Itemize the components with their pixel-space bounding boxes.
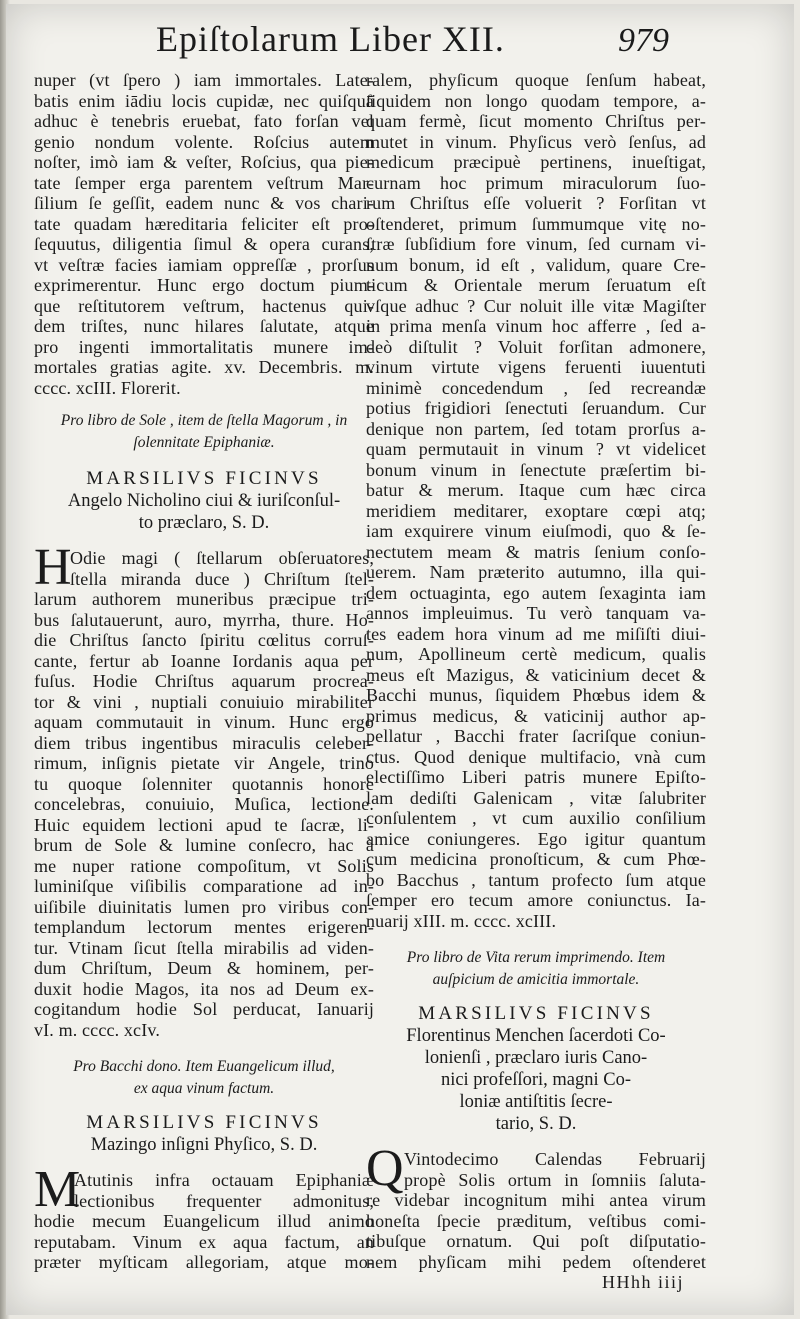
text-line: genio nondum volente. Roſcius autem (34, 131, 374, 152)
text-line: batis enim iādiu locis cupidæ, nec quiſquā (34, 90, 374, 111)
text-line: Huic equidem lectioni apud te ſacræ, li- (34, 814, 374, 835)
text-line: tate quadam hæreditaria feliciter eſt pro- (34, 213, 374, 234)
text-line: præter myſticam allegoriam, atque mo- (34, 1252, 374, 1272)
text-line: vI. m. cccc. xcIv. (34, 1019, 160, 1040)
text-line: re videbar incognitum mihi antea virum (366, 1190, 706, 1210)
text-line: noſter, imò iam & veſter, Roſcius, qua pie- (34, 152, 374, 172)
text-line: tu quoque ſolenniter quotannis honore (34, 773, 374, 794)
text-line: tibuſque ornatum. Qui poſt diſputatio- (366, 1231, 706, 1251)
salutation-2 (34, 1112, 374, 1156)
text-line: reputabam. Vinum ex aqua factum, an (34, 1231, 374, 1252)
text-line: vt veſtræ facies iamiam oppreſſæ , prorſus (34, 254, 374, 275)
drop-cap: M (34, 1161, 81, 1218)
text-line: tes eadem hora vinum ad me miſiſti diui- (366, 623, 706, 644)
text-line: dem octuaginta, ego autem ſexaginta iam (366, 582, 706, 603)
text-line: uiſibile diuinitatis lumen pro viribus con- (34, 896, 374, 917)
text-line: ſequutus, diligentia ſimul & opera curans, (34, 234, 374, 254)
text-line: duxit hodie Magos, ita nos ad Deum ex- (34, 978, 374, 999)
text-line: vinum virtute vigens feruenti iuuentuti (366, 357, 706, 377)
text-line: exprimerentur. Hunc ergo doctum pium- (34, 275, 374, 295)
text-line: deò diſtulit ? Voluit forſitan admonere, (366, 336, 706, 357)
text-line: electiſſimo Liberi patris munere Epiſto- (366, 767, 706, 787)
text-line: potius frigidiori ſenectuti ſeruandum. Cur (366, 398, 706, 418)
text-line: oſtenderet, primum ſummumque vitę no- (366, 213, 706, 234)
text-line: cogitandum hodie Sol perducat, Ianuarij (34, 999, 374, 1019)
text-line: ſiquidem non longo quodam tempore, a- (366, 90, 706, 111)
text-line: fuſus. Hodie Chriſtus aquarum procrea- (34, 671, 374, 691)
text-line: aquam commutauit in vinum. Hunc ergo (34, 712, 374, 732)
text-line: quam permutauit in vinum ? vt videlicet (366, 439, 706, 459)
text-line: ſemper ero tecum amore coniunctus. Ia- (366, 890, 706, 910)
left-column (34, 70, 374, 1273)
text-line: Bacchi munus, ſiquidem Phœbus idem & (366, 685, 706, 705)
text-line: annos impleuimus. Tu verò tanquam va- (366, 603, 706, 623)
page-number: 979 (618, 22, 669, 59)
text-line: mutet in vinum. Phyſicus verò ſenſus, ad (366, 131, 706, 152)
text-line: diem tribus ingentibus miraculis celeber- (34, 732, 374, 753)
text-line: luminiſque viſibilis comparatione ad in- (34, 876, 374, 896)
text-line: medicum præcipuè pertinens, inueſtigat, (366, 152, 706, 172)
text-line: meridiem meditarer, exoptare cœpi atq; (366, 500, 706, 521)
text-line: me nuper ratione compoſitum, vt Solis (34, 855, 374, 876)
drop-cap: Q (366, 1140, 404, 1197)
text-line: nectutem meam & matris ſenium conſo- (366, 541, 706, 562)
text-line: nuarij xIII. m. cccc. xcIII. (366, 910, 557, 931)
letter-caption-1: Pro libro de Sole , item de ſtella Magorum , in ſolennitate Epiphaniæ. (60, 412, 348, 451)
salutation-author: MARSILIVS FICINVS (86, 1112, 322, 1133)
text-line: die Chriſtus ſancto ſpiritu cœlitus corruſ- (34, 630, 374, 650)
text-line: ctus. Quod denique multifacio, vnà cum (366, 746, 706, 767)
drop-cap: H (34, 539, 72, 596)
text-line: iam exquirere vinum eiuſmodi, quo & ſe- (366, 521, 706, 541)
text-line: uerem. Nam præterito autumno, illa qui- (366, 562, 706, 582)
text-line: denique non partem, ſed totam prorſus a- (366, 418, 706, 439)
text-line: tate ſemper erga parentem veſtrum Mar- (34, 172, 374, 193)
text-line: larum authorem muneribus præcipue tri- (34, 589, 374, 609)
signature-catchword: HHhh iiij (601, 1272, 684, 1292)
text-line: rimum, inſignis pietate vir Angele, trino (34, 753, 374, 773)
text-line: brum de Sole & lumine conſecro, hac à (34, 835, 374, 855)
text-line: pellatur , Bacchi frater ſacriſque coniun- (366, 726, 706, 746)
salutation-3: MARSILIVS FICINVS Florentinus Menchen ſacerdoti Co- lonienſi , præclaro iuris Cano- nici profeſſori, magni Co- loniæ antiſtitis ſecre- tario, S. D. (366, 1003, 706, 1135)
text-line: ralem, phyſicum quoque ſenſum habeat, (366, 70, 706, 90)
right-column (366, 70, 706, 1293)
salutation-recipient-2: to præclaro, S. D. (138, 513, 270, 533)
letter-continuation (366, 70, 706, 931)
text-line: honeſta ſpecie præditum, veſtibus comi- (366, 1210, 706, 1231)
letter-ending (34, 70, 374, 398)
text-line: conſulentem , vt cum auxilio conſilium (366, 808, 706, 828)
text-line: bo Bacchus , tantum profecto ſum atque (366, 869, 706, 890)
text-line: cccc. xcIII. Florerit. (34, 377, 181, 398)
text-line: dum Chriſtum, Deum & hominem, per- (34, 958, 374, 978)
salutation-recipient: Mazingo inſigni Phyſico, S. D. (90, 1135, 318, 1155)
text-line: in prima menſa vinum hoc afferre , ſed a- (366, 316, 706, 336)
text-line: vſque adhuc ? Cur noluit ille vitæ Magiſter (366, 295, 706, 316)
text-line: amice coniungeres. Ego igitur quantum (366, 828, 706, 849)
book-page (6, 4, 794, 1315)
letter-caption-3: Pro libro de Vita rerum imprimendo. Item auſpicium de amicitia immortale. (406, 949, 666, 988)
text-line: dem triſtes, nunc hilares ſalutate, atque (34, 316, 374, 336)
text-line: quam fermè, ſicut momento Chriſtus per- (366, 111, 706, 131)
text-line: curnam hoc primum miraculorum ſuo- (366, 172, 706, 193)
text-line: adhuc è tenebris eruebat, fato forſan vel (34, 111, 374, 131)
text-line: num bonum, id eſt , validum, quare Cre- (366, 254, 706, 275)
text-line: concelebras, conuiuio, Muſica, lectione. (34, 794, 374, 814)
letter-body-2: M Atutinis infra octauam Epiphaniæ lectionibus frequenter admonitus, hodie mecum Euangelicum illud animo reputabam. Vinum ex aqua factum, an præter myſticam allegoriam, atque mo- (34, 1161, 374, 1272)
text-line: primus medicus, & vaticinij author ap- (366, 705, 706, 726)
text-line: pro ingenti immortalitatis munere im- (34, 336, 374, 357)
text-line: cum medicina pronoſticum, & cum Phœ- (366, 849, 706, 869)
text-line: nem phyſicam mihi pedem oſtenderet (366, 1251, 706, 1272)
letter-body-1: H Odie magi ( ſtellarum obſeruatores, ſtella miranda duce ) Chriſtum ſtel- larum authorem muneribus præcipue tri- bus ſalutauerunt, auro, myrrha, thure. Ho- die Chriſtus ſancto ſpiritu cœlitus corruſ- cante, fertur ab Ioanne Iordanis aqua per fuſus. Hodie Chriſtus aquarum procrea- tor & vini , nuptiali conuiuio mirabiliter aquam commutauit in vinum. Hunc ergo diem tribus ingentibus miraculis celeber- rimum, inſignis pietate vir Angele, trino tu quoque ſolenniter quotannis honore concelebras, conuiuio, Muſica, lectione. Huic equidem lectioni apud te ſacræ, li- brum de Sole & lumine conſecro, hac à me nuper ratione compoſitum, vt Solis luminiſque viſibilis comparatione ad in- uiſibile diuinitatis lumen pro viribus con- templandum lectorum mentes erigeren- tur. Vtinam ſicut ſtella mirabilis ad viden- dum Chriſtum, Deum & hominem, per- duxit hodie Magos, ita nos ad Deum ex- cogitandum hodie Sol perducat, Ianuarij vI. m. cccc. xcIv. (34, 539, 374, 1040)
text-line: ticum & Orientale merum ſeruatum eſt (366, 275, 706, 295)
text-line: tor & vini , nuptiali conuiuio mirabiliter (34, 691, 374, 712)
text-line: bus ſalutauerunt, auro, myrrha, thure. Ho- (34, 609, 374, 630)
text-line: minimè concedendum , ſed recreandæ (366, 377, 706, 398)
salutation-author: MARSILIVS FICINVS (86, 468, 322, 489)
salutation-author: MARSILIVS FICINVS (418, 1003, 654, 1024)
text-line: nuper (vt ſpero ) iam immortales. Late- (34, 70, 374, 90)
text-line: rum Chriſtus eſſe voluerit ? Forſitan vt (366, 193, 706, 213)
text-line: num, Apollineum certè medicum, qualis (366, 644, 706, 664)
running-head: Epiſtolarum Liber XII. (156, 19, 505, 59)
text-line: batur & merum. Itaque cum hæc circa (366, 480, 706, 500)
text-line: templandum lectorum mentes erigeren- (34, 917, 374, 937)
salutation-recipient-1: Angelo Nicholino ciui & iuriſconſul- (67, 491, 341, 511)
letter-body-3: Q Vintodecimo Calendas Februarij propè Solis ortum in ſomniis ſaluta- re videbar incognitum mihi antea virum honeſta ſpecie præditum, veſtibus comi- tibuſque ornatum. Qui poſt diſputatio- nem phyſicam mihi pedem oſtenderet (366, 1140, 706, 1272)
text-line: ſilium ſe geſſit, eadem nunc & vos chari- (34, 193, 374, 213)
text-line: que reſtitutorem veſtrum, hactenus qui- (34, 295, 374, 316)
text-line: lam dediſti Galenicam , vitæ ſalubriter (366, 787, 706, 808)
text-line: bonum vinum in ſenectute præſertim bi- (366, 459, 706, 480)
salutation-1 (34, 468, 374, 534)
text-line: ſtræ ſubſidium fore vinum, ſed curnam vi- (366, 234, 706, 254)
text-line: hodie mecum Euangelicum illud animo (34, 1211, 374, 1231)
text-line: mortales gratias agite. xv. Decembris. m. (34, 357, 374, 377)
letter-caption-2: Pro Bacchi dono. Item Euangelicum illud, ex aqua vinum factum. (73, 1058, 335, 1097)
text-line: tur. Vtinam ſicut ſtella mirabilis ad viden- (34, 937, 374, 958)
text-line: meus eſt Mazigus, & vaticinium decet & (366, 664, 706, 685)
text-line: cante, fertur ab Ioanne Iordanis aqua per (34, 650, 374, 671)
